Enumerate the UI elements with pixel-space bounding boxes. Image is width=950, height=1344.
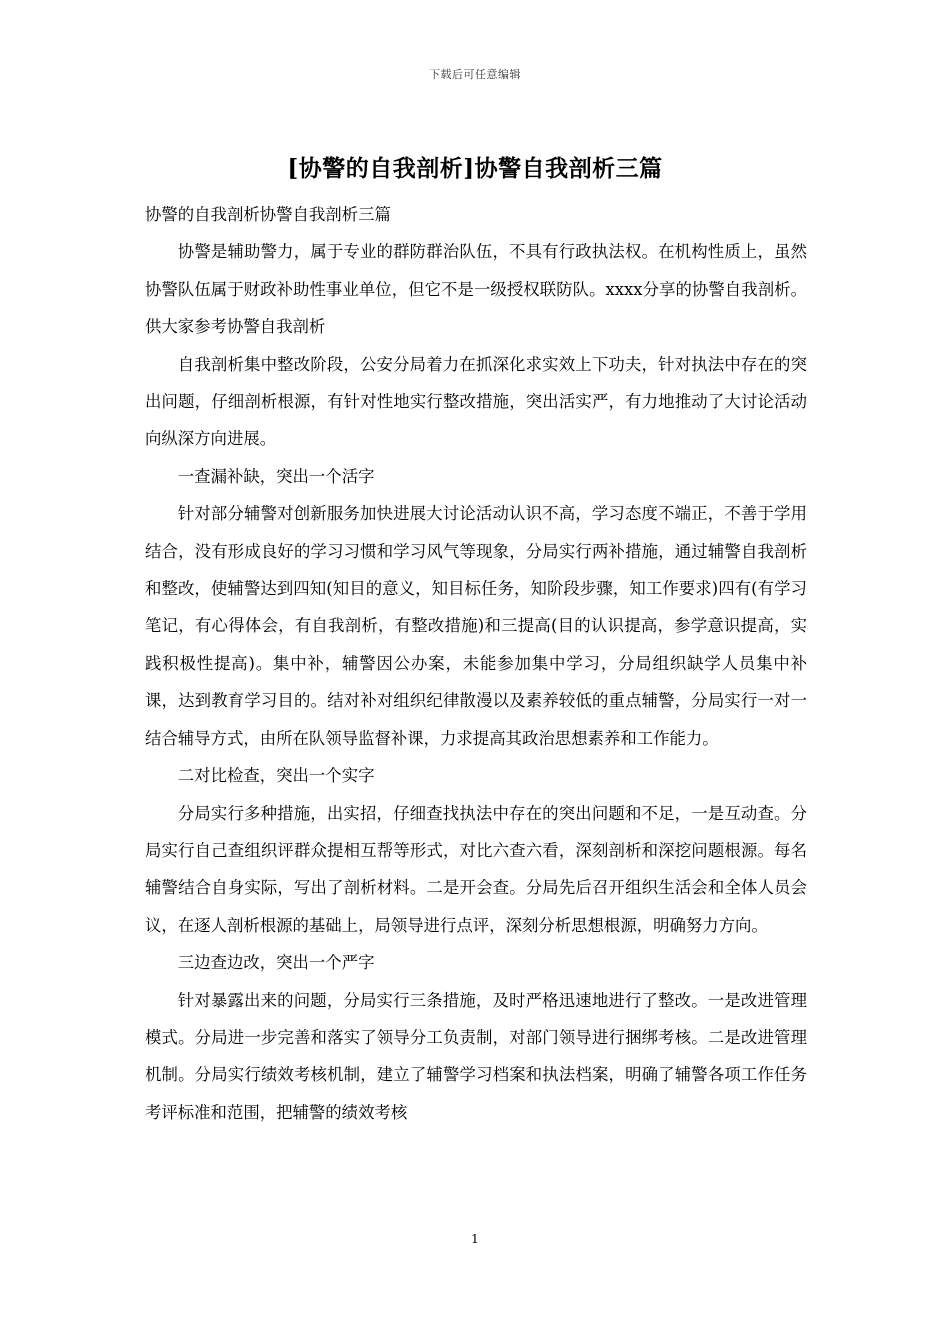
paragraph: 分局实行多种措施，出实招，仔细查找执法中存在的突出问题和不足，一是互动查。分局实行自己查组织评群众提相互帮等形式，对比六查六看，深刻剖析和深挖问题根源。每名辅警结合自身实际，写出了剖析材料。二是开会查。分局先后召开组织生活会和全体人员会议，在逐人剖析根源的基础上，局领导进行点评，深刻分析思想根源，明确努力方向。: [145, 803, 807, 935]
document-title: [协警的自我剖析]协警自我剖析三篇: [287, 155, 663, 182]
section-heading: 二对比检查，突出一个实字: [177, 766, 375, 786]
paragraph: 针对部分辅警对创新服务加快进展大讨论活动认识不高，学习态度不端正，不善于学用结合，没有形成良好的学习习惯和学习风气等现象，分局实行两补措施，通过辅警自我剖析和整改，使辅警达到四知(知目的意义，知目标任务，知阶段步骤，知工作要求)四有(有学习笔记，有心得体会，有自我剖析，有整改措施)和三提高(目的认识提高，参学意识提高，实践积极性提高)。集中补，辅警因公办案，未能参加集中学习，分局组织缺学人员集中补课，达到教育学习目的。结对补对组织纪律散漫以及素养较低的重点辅警，分局实行一对一结合辅导方式，由所在队领导监督补课，力求提高其政治思想素养和工作能力。: [145, 504, 807, 748]
document-subtitle: 协警的自我剖析协警自我剖析三篇: [145, 205, 391, 224]
document-body: [145, 196, 807, 1131]
page-header-note: 下载后可任意编辑: [429, 68, 521, 81]
section-heading: 一查漏补缺，突出一个活字: [177, 466, 375, 486]
paragraph: 针对暴露出来的问题，分局实行三条措施，及时严格迅速地进行了整改。一是改进管理模式。分局进一步完善和落实了领导分工负责制，对部门领导进行捆绑考核。二是改进管理机制。分局实行绩效考核机制，建立了辅警学习档案和执法档案，明确了辅警各项工作任务考评标准和范围，把辅警的绩效考核: [145, 990, 807, 1122]
section-heading: 三边查边改，突出一个严字: [177, 953, 375, 973]
paragraph: 协警是辅助警力，属于专业的群防群治队伍，不具有行政执法权。在机构性质上，虽然协警队伍属于财政补助性事业单位，但它不是一级授权联防队。xxxx分享的协警自我剖析。供大家参考协警自我剖析: [145, 242, 807, 337]
page-number: 1: [471, 1232, 479, 1246]
paragraph: 自我剖析集中整改阶段，公安分局着力在抓深化求实效上下功夫，针对执法中存在的突出问题，仔细剖析根源，有针对性地实行整改措施，突出活实严，有力地推动了大讨论活动向纵深方向进展。: [145, 354, 807, 449]
